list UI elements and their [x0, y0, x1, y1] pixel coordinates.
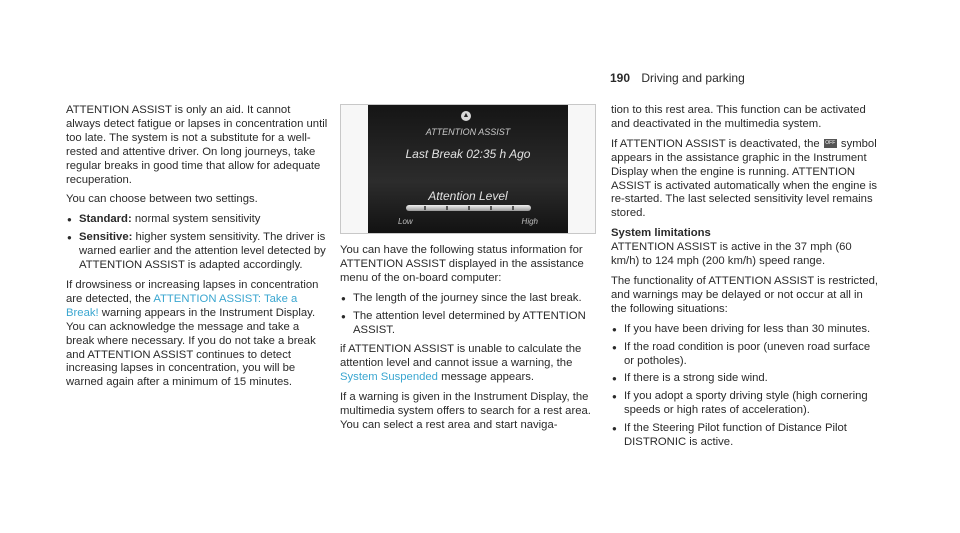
list-item: ● If you have been driving for less than 30 minutes. [611, 323, 881, 337]
bar-tick [468, 206, 470, 210]
setting-term: Sensitive: [79, 231, 133, 244]
list-item: ● The attention level determined by ATTENTION ASSIST. [340, 310, 602, 338]
suspended-paragraph [340, 343, 602, 385]
section-title: Driving and parking [641, 71, 745, 85]
warning-paragraph [66, 279, 328, 390]
column-1 [66, 104, 328, 396]
scroll-up-icon: ▲ [462, 112, 470, 119]
list-item: ● If you adopt a sporty driving style (high cornering speeds or high rates of acceleration). [611, 390, 881, 418]
system-limitations-heading: System limitations [611, 227, 711, 240]
status-info-paragraph: You can have the following status information for ATTENTION ASSIST displayed in the assistance menu of the on-board computer: [340, 244, 584, 284]
text-span: message appears. [437, 371, 535, 384]
setting-desc: normal system sensitivity [131, 213, 261, 226]
high-label: High [521, 217, 538, 226]
list-item: ● The length of the journey since the last break. [340, 292, 602, 306]
attention-level-bar [406, 205, 531, 211]
status-info-list [340, 292, 602, 338]
list-item: ● If the Steering Pilot function of Distance Pilot DISTRONIC is active. [611, 422, 881, 450]
system-suspended-message: System Suspended [340, 371, 438, 384]
instrument-screen [368, 105, 568, 233]
page-header [610, 71, 745, 85]
limitations-list [611, 323, 881, 450]
list-item [66, 231, 328, 273]
limitations-intro: The functionality of ATTENTION ASSIST is restricted, and warnings may be delayed or not occur at all in the following situations: [611, 274, 879, 315]
bar-tick [512, 206, 514, 210]
column-3 [611, 104, 881, 456]
page-number: 190 [610, 71, 631, 85]
text-span: symbol appears in the assistance graphic in the Instrument Display when the engine is running. ATTENTION ASSIST is activated automatically when the engine is re-started. The last selected sensitivity level remains stored. [611, 137, 878, 220]
intro-paragraph: ATTENTION ASSIST is only an aid. It cannot always detect fatigue or lapses in concentration until too late. The system is not a substitute for a well-rested and attentive driver. On long journeys, take regular breaks in good time that allow for adequate recuperation. [66, 104, 328, 186]
text-span: if ATTENTION ASSIST is unable to calculate the attention level and cannot issue a warning, the [340, 343, 582, 370]
rest-area-paragraph: If a warning is given in the Instrument Display, the multimedia system offers to search for a rest area. You can select a rest area and start naviga- [340, 391, 591, 431]
speed-range-paragraph: ATTENTION ASSIST is active in the 37 mph (60 km/h) to 124 mph (200 km/h) speed range. [611, 241, 852, 268]
list-item: ● If there is a strong side wind. [611, 372, 881, 386]
text-span: If drowsiness or increasing lapses in concentration are detected, the [66, 278, 319, 305]
text-span: If ATTENTION ASSIST is deactivated, the [611, 137, 823, 150]
setting-term: Standard: [79, 213, 132, 226]
settings-list [66, 213, 328, 273]
attention-level-label: Attention Level [428, 189, 508, 203]
column-2 [340, 244, 602, 439]
bar-tick [446, 206, 448, 210]
deactivated-paragraph [611, 138, 881, 221]
display-title: ATTENTION ASSIST [425, 127, 511, 137]
navigation-paragraph: tion to this rest area. This function can be activated and deactivated in the multimedia system. [611, 104, 866, 130]
list-item [66, 213, 328, 227]
setting-desc: higher system sensitivity. The driver is warned earlier and the attention level detected by ATTENTION ASSIST is adapted accordingly. [79, 231, 326, 272]
last-break-readout: Last Break 02:35 h Ago [405, 147, 531, 161]
settings-intro: You can choose between two settings. [66, 193, 258, 206]
take-a-break-message: ATTENTION ASSIST: Take a Break! [66, 292, 298, 319]
attention-assist-off-icon: OFF [825, 140, 836, 147]
text-span: warning appears in the Instrument Display. You can acknowledge the message and take a break where necessary. If you do not take a break and ATTENTION ASSIST continues to detect increasing lapses in concentration, you will be warned again after a minimum of 15 minutes. [66, 306, 316, 389]
list-item: ● If the road condition is poor (uneven road surface or potholes). [611, 341, 881, 369]
instrument-display-image [340, 104, 596, 234]
bar-tick [424, 206, 426, 210]
low-label: Low [398, 217, 413, 226]
bar-tick [490, 206, 492, 210]
